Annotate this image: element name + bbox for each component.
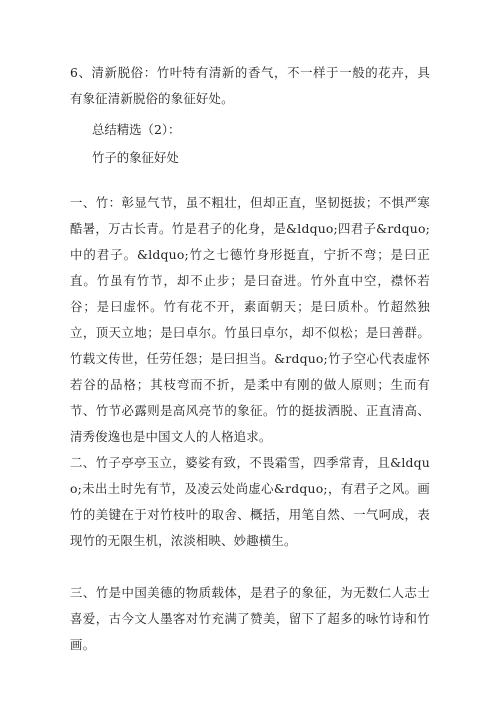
section-3-paragraph: 三、竹是中国美德的物质载体，是君子的象征，为无数仁人志士喜爱，古今文人墨客对竹充满了赞美，留下了超多的咏竹诗和竹画。 <box>70 585 430 652</box>
item-6-paragraph: 6、清新脱俗：竹叶特有清新的香气，不一样于一般的花卉，具有象征清新脱俗的象征好处。 <box>70 65 430 106</box>
section-subtitle: 竹子的象征好处 <box>92 150 179 165</box>
section-1-paragraph: 一、竹：彰显气节，虽不粗壮，但却正直，坚韧挺拔；不惧严寒酷暑，万古长青。竹是君子的化身，是&ldquo;四君子&rdquo;中的君子。&ldquo;竹之七德竹身形挺直，宁折不弯；是曰正直。竹虽有竹节，却不止步；是曰奋进。竹外直中空，襟怀若谷；是曰虚怀。竹有花不开，素面朝天；是曰质朴。竹超然独立，顶天立地；是曰卓尔。竹虽曰卓尔，却不似松；是曰善群。竹载文传世，任劳任怨；是曰担当。&rdquo;竹子空心代表虚怀若谷的品格；其枝弯而不折，是柔中有刚的做人原则；生而有节、竹节必露则是高风亮节的象征。竹的挺拔洒脱、正直清高、清秀俊逸也是中国文人的人格追求。 <box>70 195 430 444</box>
summary-heading: 总结精选（2）： <box>92 122 181 137</box>
section-2-paragraph: 二、竹子亭亭玉立，婆娑有致，不畏霜雪，四季常青，且&ldquo;未出土时先有节，及凌云处尚虚心&rdquo;，有君子之风。画竹的美键在于对竹枝叶的取舍、概括，用笔自然、一气呵成，表现竹的无限生机，浓淡相映、妙趣横生。 <box>70 455 430 548</box>
